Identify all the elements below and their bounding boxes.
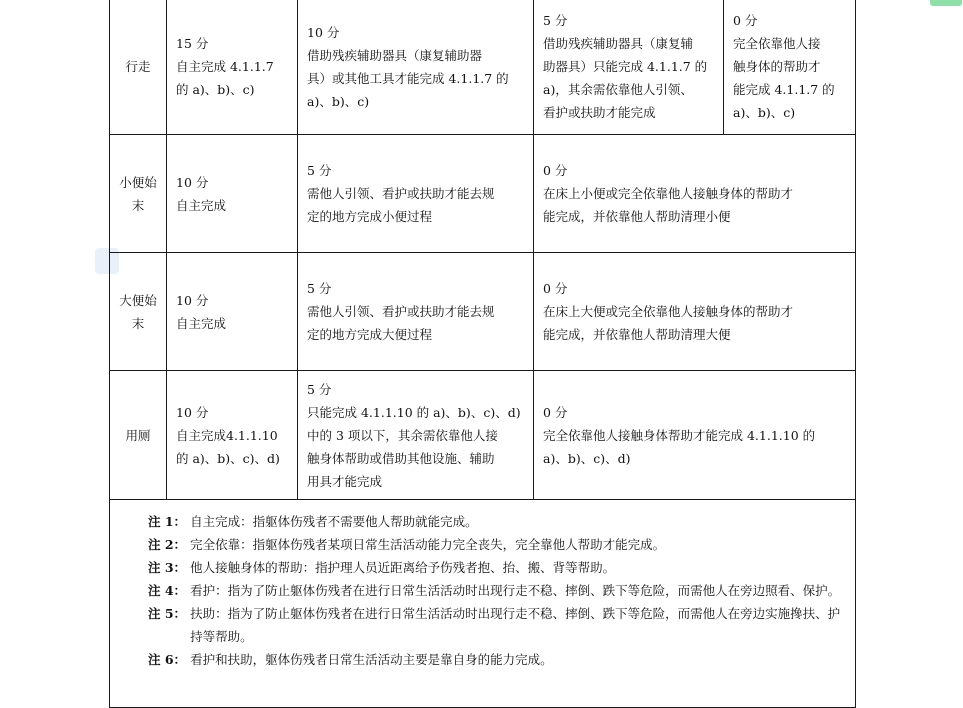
note-label: 注 1： <box>148 514 187 529</box>
cell-text-line: a)、b)、c) <box>733 105 796 120</box>
cell-text-line: 用具才能完成 <box>307 473 383 489</box>
score-cell <box>534 371 856 500</box>
score-cell <box>534 0 724 135</box>
row-header-toileting: 用厕 <box>110 371 167 500</box>
score-value: 0 分 <box>543 163 568 178</box>
notes-row <box>110 500 856 708</box>
score-value: 15 分 <box>176 36 209 51</box>
score-cell <box>298 135 534 253</box>
note-text: 完全依靠：指躯体伤残者某项日常生活活动能力完全丧失，完全靠他人帮助才能完成。 <box>190 537 666 552</box>
score-value: 10 分 <box>176 292 209 308</box>
note-label: 注 2： <box>148 537 187 552</box>
cell-text-line: 完全依靠他人接触身体帮助才能完成 4.1.1.10 的 <box>543 427 816 443</box>
cell-text-line: 触身体的帮助才 <box>733 59 821 74</box>
note-label: 注 4： <box>148 583 187 598</box>
score-value: 10 分 <box>307 24 340 40</box>
score-value: 0 分 <box>733 13 758 28</box>
cell-text-line: 需他人引领、看护或扶助才能去规 <box>307 304 495 319</box>
row-header-walking: 行走 <box>110 0 167 135</box>
note-item <box>148 556 845 579</box>
cell-text-line: 看护或扶助才能完成 <box>543 105 656 120</box>
cell-text-line: 的 a)、b)、c) <box>176 82 255 97</box>
table-row <box>110 253 856 371</box>
score-cell <box>534 253 856 371</box>
score-cell <box>167 0 298 135</box>
score-value: 0 分 <box>543 404 568 420</box>
cell-text-line: 需他人引领、看护或扶助才能去规 <box>307 186 495 201</box>
cell-text-line: a)，其余需依靠他人引领、 <box>543 82 693 97</box>
score-value: 5 分 <box>307 381 332 397</box>
cell-text-line: 借助残疾辅助器具（康复辅助器 <box>307 47 483 63</box>
score-cell <box>167 135 298 253</box>
cell-text-line: a)、b)、c)、d) <box>543 450 631 466</box>
cell-text-line: 具）或其他工具才能完成 4.1.1.7 的 <box>307 70 509 86</box>
note-item <box>148 533 845 556</box>
cell-text-line: 能完成 4.1.1.7 的 <box>733 82 835 97</box>
cell-text-line: 在床上小便或完全依靠他人接触身体的帮助才 <box>543 186 794 201</box>
note-label: 注 5： <box>148 606 187 621</box>
cell-text-line: 自主完成 <box>176 315 227 331</box>
cell-text-line: 定的地方完成小便过程 <box>307 209 433 224</box>
note-label: 注 3： <box>148 560 187 575</box>
score-value: 5 分 <box>307 163 332 178</box>
cell-text-line: 自主完成 4.1.1.7 <box>176 59 274 74</box>
score-value: 5 分 <box>543 13 568 28</box>
cell-text-line: 完全依靠他人接 <box>733 36 821 51</box>
cell-text-line: 自主完成4.1.1.10 <box>176 427 278 443</box>
note-item <box>148 648 845 671</box>
score-value: 5 分 <box>307 281 332 296</box>
cell-text-line: 只能完成 4.1.1.10 的 a)、b)、c)、d) <box>307 404 521 420</box>
score-cell <box>724 0 856 135</box>
note-text: 扶助：指为了防止躯体伤残者在进行日常生活活动时出现行走不稳、摔倒、跌下等危险，而需他人在旁边实施搀扶、护持等帮助。 <box>190 606 841 644</box>
overlay-tab-marker <box>930 0 962 6</box>
cell-text-line: 的 a)、b)、c)、d) <box>176 450 280 466</box>
cell-text-line: 助器具）只能完成 4.1.1.7 的 <box>543 59 708 74</box>
cell-text-line: 能完成，并依靠他人帮助清理小便 <box>543 209 731 224</box>
table-row <box>110 371 856 500</box>
note-item <box>148 602 845 648</box>
cell-text-line: 能完成，并依靠他人帮助清理大便 <box>543 327 731 342</box>
cell-text-line: 在床上大便或完全依靠他人接触身体的帮助才 <box>543 304 794 319</box>
table-row <box>110 135 856 253</box>
table-row <box>110 0 856 135</box>
note-label: 注 6： <box>148 652 187 667</box>
score-value: 10 分 <box>176 174 209 190</box>
row-header-urination: 小便始末 <box>110 135 167 253</box>
cell-text-line: 自主完成 <box>176 197 227 213</box>
cell-text-line: 定的地方完成大便过程 <box>307 327 433 342</box>
score-cell <box>298 371 534 500</box>
assessment-table <box>109 0 856 708</box>
notes-cell <box>110 500 856 708</box>
score-value: 10 分 <box>176 404 209 420</box>
note-item <box>148 510 845 533</box>
note-text: 他人接触身体的帮助：指护理人员近距离给予伤残者抱、抬、搬、背等帮助。 <box>190 560 616 575</box>
score-cell <box>534 135 856 253</box>
note-text: 看护：指为了防止躯体伤残者在进行日常生活活动时出现行走不稳、摔倒、跌下等危险，而需他人在旁边照看、保护。 <box>190 583 841 598</box>
score-value: 0 分 <box>543 281 568 296</box>
score-cell <box>298 253 534 371</box>
score-cell <box>167 253 298 371</box>
cell-text-line: a)、b)、c) <box>307 93 370 109</box>
score-cell <box>167 371 298 500</box>
cell-text-line: 中的 3 项以下，其余需依靠他人接 <box>307 427 498 443</box>
note-text: 自主完成：指躯体伤残者不需要他人帮助就能完成。 <box>190 514 478 529</box>
note-item <box>148 579 845 602</box>
cell-text-line: 触身体帮助或借助其他设施、辅助 <box>307 450 495 466</box>
cell-text-line: 借助残疾辅助器具（康复辅 <box>543 36 694 51</box>
score-cell <box>298 0 534 135</box>
row-header-defecation: 大便始末 <box>110 253 167 371</box>
note-text: 看护和扶助，躯体伤残者日常生活活动主要是靠自身的能力完成。 <box>190 652 553 667</box>
